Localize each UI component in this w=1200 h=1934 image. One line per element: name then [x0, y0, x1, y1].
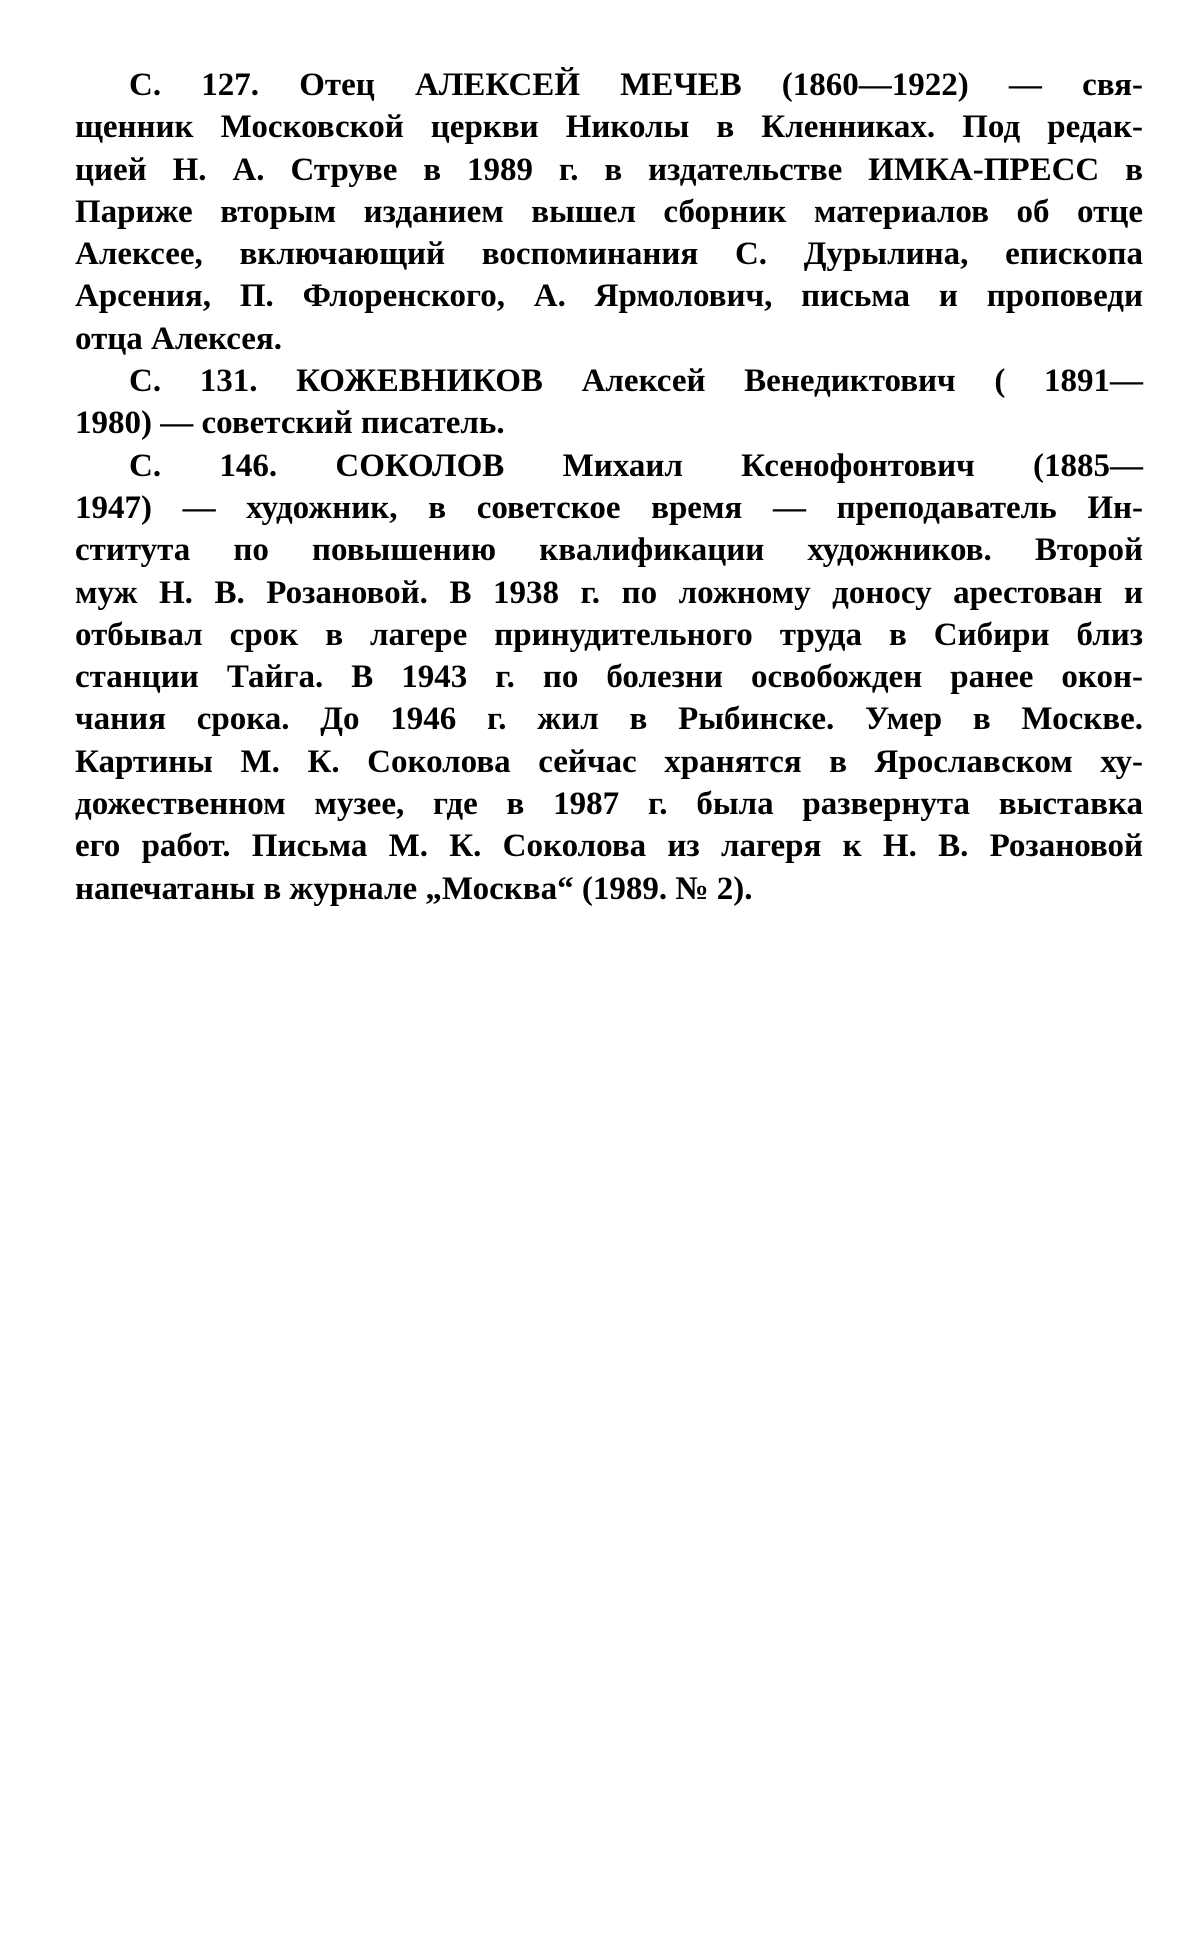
text-line: Арсения, П. Флоренского, А. Ярмолович, письма и проповеди [75, 278, 1143, 315]
text-line: ститута по повышению квалификации художников. Второй [75, 532, 1143, 569]
text-line: С. 146. СОКОЛОВ Михаил Ксенофонтович (1885— [129, 447, 1143, 484]
text-line: 1980) — советский писатель. [75, 405, 505, 442]
text-line: Париже вторым изданием вышел сборник материалов об отце [75, 193, 1143, 230]
text-line: станции Тайга. В 1943 г. по болезни освобожден ранее окон- [75, 659, 1143, 696]
text-line: его работ. Письма М. К. Соколова из лагеря к Н. В. Розановой [75, 828, 1143, 865]
text-line: цией Н. А. Струве в 1989 г. в издательстве ИМКА-ПРЕСС в [75, 151, 1143, 188]
text-line: Алексее, включающий воспоминания С. Дурылина, епископа [75, 236, 1143, 273]
commentary-text [75, 64, 1143, 910]
note-mechev [75, 64, 1143, 360]
text-line: 1947) — художник, в советское время — преподаватель Ин- [75, 489, 1143, 526]
text-line: Картины М. К. Соколова сейчас хранятся в Ярославском ху- [75, 743, 1143, 780]
text-line: отбывал срок в лагере принудительного труда в Сибири близ [75, 616, 1143, 653]
text-line: С. 131. КОЖЕВНИКОВ Алексей Венедиктович ( 1891— [129, 363, 1143, 400]
text-line: щенник Московской церкви Николы в Кленниках. Под редак- [75, 109, 1143, 146]
text-line: дожественном музее, где в 1987 г. была развернута выставка [75, 786, 1143, 823]
text-line: чания срока. До 1946 г. жил в Рыбинске. Умер в Москве. [75, 701, 1143, 738]
text-line: отца Алексея. [75, 320, 283, 357]
text-line: С. 127. Отец АЛЕКСЕЙ МЕЧЕВ (1860—1922) — свя- [129, 67, 1143, 103]
text-line: напечатаны в журнале „Москва“ (1989. № 2). [75, 870, 753, 907]
text-line: муж Н. В. Розановой. В 1938 г. по ложному доносу арестован и [75, 574, 1143, 611]
note-sokolov [75, 445, 1143, 910]
note-kozhevnikov [75, 360, 1143, 445]
